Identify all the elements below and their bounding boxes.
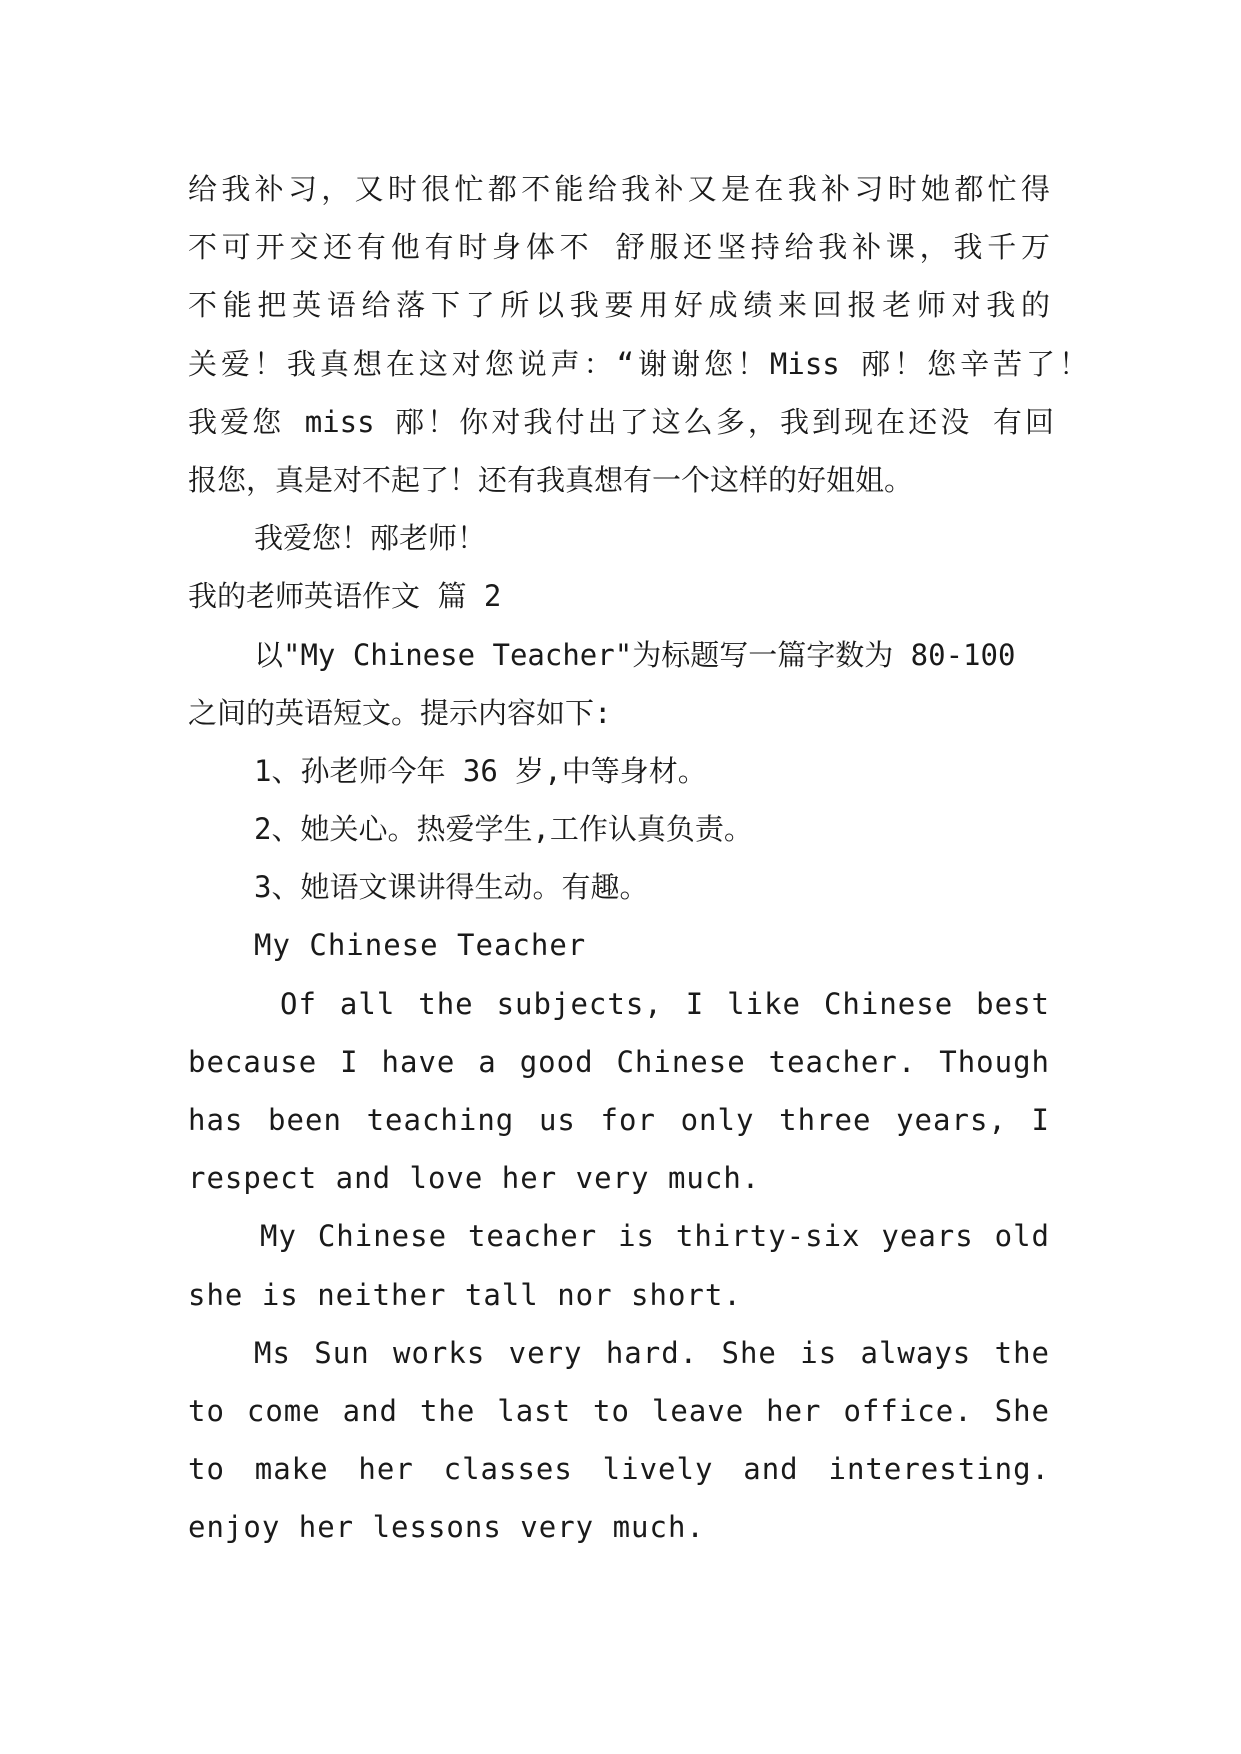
text-line: 不可开交还有他有时身体不 舒服还坚持给我补课，我千万 <box>188 230 1050 265</box>
text-line: 之间的英语短文。提示内容如下: <box>188 695 612 730</box>
list-item: 2、她关心。热爱学生,工作认真负责。 <box>254 812 753 847</box>
text-line: My Chinese teacher is thirty-six years old <box>260 1219 1050 1254</box>
text-line: 不能把英语给落下了所以我要用好成绩来回报老师对我的 <box>188 288 1050 323</box>
text-line: she is neither tall nor short. <box>188 1277 742 1312</box>
text-line: 给我补习，又时很忙都不能给我补又是在我补习时她都忙得 <box>188 172 1050 206</box>
text-line: to make her classes lively and interesting. <box>188 1452 1050 1487</box>
document-page <box>188 160 1088 1557</box>
essay-title: My Chinese Teacher <box>254 928 587 963</box>
text-line: because I have a good Chinese teacher. Though <box>188 1044 1050 1079</box>
text-line: Ms Sun works very hard. She is always the <box>254 1335 1050 1370</box>
text-line: 关爱！我真想在这对您说声：“谢谢您！Miss 邴！您辛苦了！ <box>188 346 1088 381</box>
text-line: 我爱您！邴老师！ <box>254 521 487 556</box>
text-line: has been teaching us for only three years, I <box>188 1103 1050 1137</box>
text-line: to come and the last to leave her office. She <box>188 1393 1050 1428</box>
text-line: 报您，真是对不起了！还有我真想有一个这样的好姐姐。 <box>188 462 914 497</box>
list-item: 1、孙老师今年 36 岁,中等身材。 <box>254 753 707 788</box>
text-line: 我爱您 miss 邴！你对我付出了这么多，我到现在还没 有回 <box>188 404 1054 439</box>
text-line: Of all the subjects, I like Chinese best <box>280 986 1050 1021</box>
text-line: 以"My Chinese Teacher"为标题写一篇字数为 80-100 <box>254 637 1016 672</box>
section-heading: 我的老师英语作文 篇 2 <box>188 579 502 614</box>
text-line: respect and love her very much. <box>188 1161 761 1196</box>
text-line: enjoy her lessons very much. <box>188 1510 705 1545</box>
list-item: 3、她语文课讲得生动。有趣。 <box>254 870 649 905</box>
